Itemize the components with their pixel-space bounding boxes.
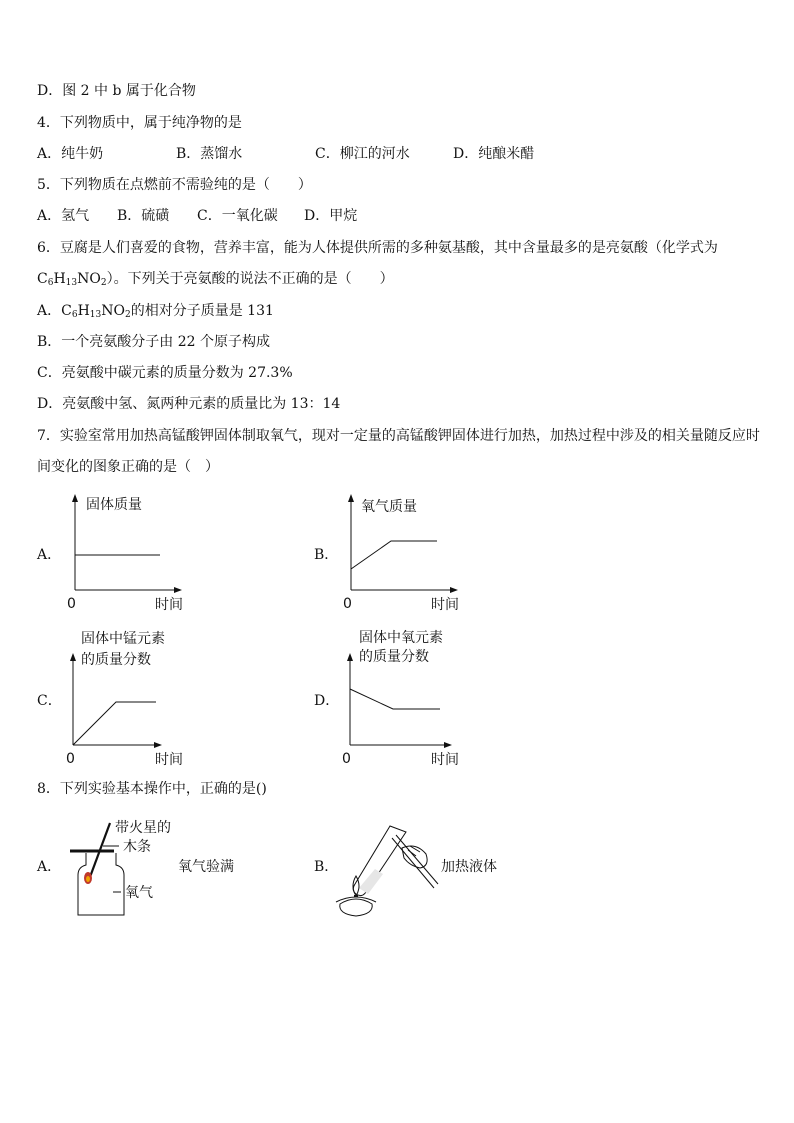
q5-stem: 5．下列物质在点燃前不需验纯的是（ ）: [37, 177, 312, 193]
q5-option-c: C．一氧化碳: [197, 208, 278, 224]
graph-d-letter: D．: [314, 693, 340, 709]
graph-b-y-arrow: [348, 494, 354, 502]
graph-c-ylabel-2: 的质量分数: [81, 652, 151, 668]
formula-c2-sub: 6: [71, 310, 78, 320]
q7-stem-line1: 7．实验室常用加热高锰酸钾固体制取氧气，现对一定量的高锰酸钾固体进行加热，加热过程中涉及的相关量随反应时: [37, 428, 760, 444]
graph-d-xlabel: 时间: [431, 752, 459, 767]
graph-d-y-arrow: [347, 653, 353, 661]
graph-d-curve: [350, 689, 440, 709]
graph-b-letter: B．: [314, 547, 339, 563]
graph-a[interactable]: [60, 490, 200, 615]
q5-option-b: B．硫磺: [117, 208, 170, 224]
q4-option-a: A．纯牛奶: [37, 146, 104, 162]
graph-b-ylabel: 氧气质量: [361, 499, 417, 515]
splint-label-1: 带火星的: [115, 820, 171, 836]
graph-b-x-arrow: [450, 587, 458, 593]
q3-option-d: D．图 2 中 b 属于化合物: [37, 83, 196, 99]
graph-b[interactable]: [336, 490, 476, 615]
gas-bottle: [78, 853, 124, 915]
formula-no: NO: [77, 271, 101, 287]
graph-a-x-arrow: [174, 587, 182, 593]
graph-b-curve: [351, 541, 437, 569]
graph-a-ylabel: 固体质量: [86, 497, 142, 513]
q6-option-c: C．亮氨酸中碳元素的质量分数为 27.3%: [37, 365, 293, 381]
graph-c[interactable]: [60, 627, 200, 767]
formula-c-sub: 6: [47, 278, 54, 288]
formula-no-sub: 2: [100, 278, 107, 288]
graph-c-curve: [73, 702, 156, 745]
graph-a-letter: A．: [37, 547, 62, 563]
q6-stem-line2-rest: ）。下列关于亮氨酸的说法不正确的是（ ）: [106, 271, 394, 287]
q4-option-b: B．蒸馏水: [176, 146, 243, 162]
q8-a-letter: A．: [37, 859, 62, 875]
q7-stem-line2: 间变化的图象正确的是（ ）: [37, 459, 219, 475]
glowing-core: [86, 876, 90, 882]
graph-b-origin: 0: [343, 596, 352, 612]
q5-option-a: A．氢气: [37, 208, 90, 224]
test-tube: [353, 826, 406, 896]
graph-d-x-arrow: [444, 742, 452, 748]
graph-c-origin: 0: [66, 751, 75, 767]
q6-option-b: B．一个亮氨酸分子由 22 个原子构成: [37, 334, 271, 350]
graph-c-letter: C．: [37, 693, 62, 709]
graph-a-xlabel: 时间: [155, 597, 183, 613]
graph-d-ylabel-2: 的质量分数: [359, 649, 429, 665]
alcohol-lamp: [340, 899, 372, 916]
q8-a-caption: 氧气验满: [178, 859, 234, 875]
graph-c-x-arrow: [154, 742, 162, 748]
heating-liquid-illustration[interactable]: [330, 818, 440, 918]
formula-h-sub: 13: [65, 278, 78, 288]
graph-c-xlabel: 时间: [155, 752, 183, 767]
graph-b-xlabel: 时间: [431, 597, 459, 613]
formula-c: C: [37, 271, 48, 287]
q6-option-a-prefix: A．: [37, 303, 62, 319]
q6-option-d: D．亮氨酸中氢、氮两种元素的质量比为 13：14: [37, 396, 341, 412]
graph-a-origin: 0: [67, 596, 76, 612]
formula-no2-sub: 2: [124, 310, 131, 320]
graph-d-ylabel-1: 固体中氧元素: [359, 630, 443, 646]
formula-c2: C: [61, 303, 72, 319]
graph-a-y-arrow: [72, 494, 78, 502]
q8-stem: 8．下列实验基本操作中，正确的是(): [37, 781, 267, 797]
q6-stem-line1: 6．豆腐是人们喜爱的食物，营养丰富，能为人体提供所需的多种氨基酸，其中含量最多的是亮氨酸（化学式为: [37, 240, 718, 256]
formula-h: H: [53, 271, 66, 287]
oxygen-label: 氧气: [125, 885, 153, 901]
q6-option-a-suffix: 的相对分子质量是 131: [130, 303, 274, 319]
tube-holder-1: [392, 838, 434, 888]
formula-h2: H: [77, 303, 90, 319]
graph-c-y-arrow: [70, 653, 76, 661]
graph-c-ylabel-1: 固体中锰元素: [81, 631, 165, 647]
graph-d-origin: 0: [342, 751, 351, 767]
tube-holder-2: [396, 835, 438, 884]
q6-stem-line2: [37, 270, 394, 288]
formula-no2: NO: [101, 303, 125, 319]
q5-option-d: D．甲烷: [304, 208, 358, 224]
q6-option-a: [37, 302, 274, 320]
q4-option-c: C．柳江的河水: [315, 146, 410, 162]
q8-b-caption: 加热液体: [441, 859, 497, 875]
formula-h2-sub: 13: [89, 310, 102, 320]
liquid: [359, 869, 383, 894]
q4-option-d: D．纯酿米醋: [453, 146, 535, 162]
splint-label-2: 木条: [123, 839, 151, 855]
graph-d[interactable]: [336, 627, 476, 767]
q4-stem: 4．下列物质中，属于纯净物的是: [37, 115, 242, 131]
q8-b-letter: B．: [314, 859, 339, 875]
